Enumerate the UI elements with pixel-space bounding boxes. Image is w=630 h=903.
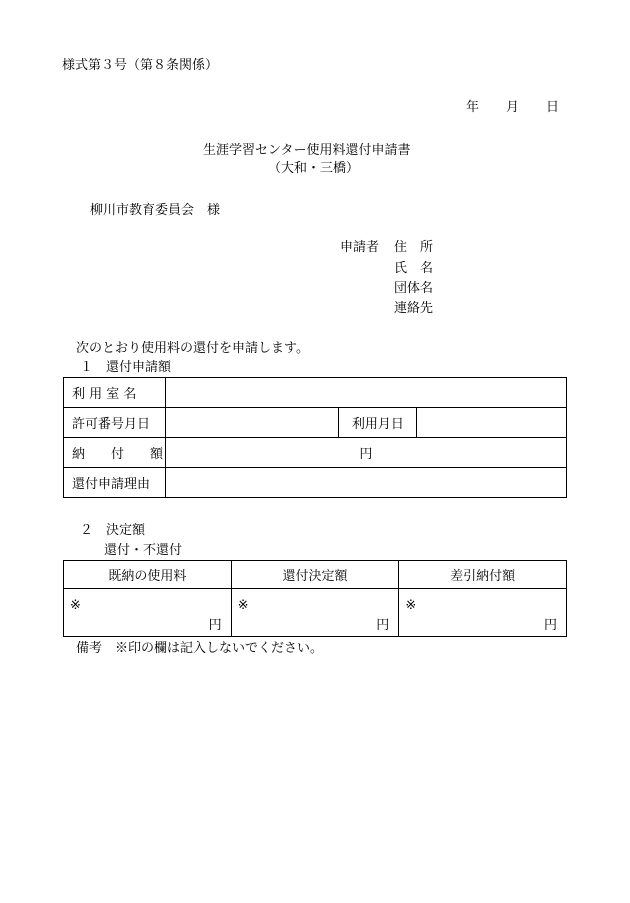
applicant-address-label: 住 所 <box>394 240 434 255</box>
table-row <box>64 408 567 438</box>
section2-subheading: 還付・不還付 <box>104 543 183 558</box>
table-row <box>64 378 567 408</box>
room-label: 利 用 室 名 <box>64 378 166 408</box>
net-paid-cell <box>399 589 567 637</box>
paid-amount-cell[interactable]: 円 <box>165 438 566 468</box>
reason-value-cell[interactable] <box>165 468 566 498</box>
addressee: 柳川市教育委員会 様 <box>90 203 221 218</box>
remarks-note: 備考 ※印の欄は記入しないでください。 <box>76 641 324 656</box>
refund-request-table <box>63 377 567 498</box>
date-day: 日 <box>546 100 560 115</box>
table-row <box>64 561 567 589</box>
yen-unit: 円 <box>376 618 390 633</box>
paid-fee-cell <box>64 589 232 637</box>
table-row <box>64 438 567 468</box>
yen-unit: 円 <box>543 618 557 633</box>
office-use-mark: ※ <box>70 598 81 613</box>
section1-heading: １ 還付申請額 <box>80 360 172 375</box>
intro-text: 次のとおり使用料の還付を申請します。 <box>76 341 309 356</box>
document-subtitle: （大和・三橋） <box>268 161 360 176</box>
section2-heading: ２ 決定額 <box>80 523 146 538</box>
use-date-value-cell[interactable] <box>417 408 567 438</box>
document-title: 生涯学習センター使用料還付申請書 <box>203 143 411 158</box>
refund-decision-header: 還付決定額 <box>231 561 399 589</box>
table-row <box>64 589 567 637</box>
applicant-contact-label: 連絡先 <box>394 301 434 316</box>
office-use-mark: ※ <box>237 598 249 613</box>
paid-fee-header: 既納の使用料 <box>64 561 232 589</box>
applicant-heading: 申請者 <box>340 240 380 255</box>
net-paid-header: 差引納付額 <box>399 561 567 589</box>
permit-label: 許可番号月日 <box>64 408 166 438</box>
room-value-cell[interactable] <box>165 378 566 408</box>
applicant-name-label: 氏 名 <box>394 261 434 276</box>
form-number: 様式第３号（第８条関係） <box>62 58 219 73</box>
yen-unit: 円 <box>208 618 222 633</box>
applicant-group-label: 団体名 <box>394 281 434 296</box>
refund-decision-cell <box>231 589 399 637</box>
date-month: 月 <box>506 100 520 115</box>
decision-table <box>63 560 567 637</box>
table-row <box>64 468 567 498</box>
paid-amount-label: 納 付 額 <box>64 438 166 468</box>
office-use-mark: ※ <box>405 598 417 613</box>
reason-label: 還付申請理由 <box>64 468 166 498</box>
date-year: 年 <box>466 100 480 115</box>
use-date-label: 利用月日 <box>339 408 417 438</box>
permit-value-cell[interactable] <box>165 408 339 438</box>
